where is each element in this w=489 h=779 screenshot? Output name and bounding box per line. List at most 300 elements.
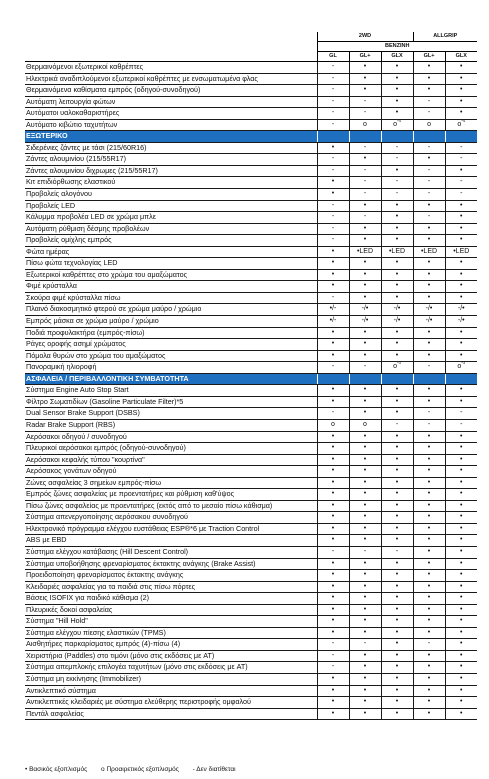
availability-cell <box>381 304 413 316</box>
availability-symbol: • <box>427 224 431 232</box>
availability-symbol: - <box>363 213 367 221</box>
availability-symbol: - <box>363 178 367 186</box>
availability-cell <box>317 650 349 662</box>
availability-cell <box>413 96 445 108</box>
availability-symbol: - <box>427 143 431 151</box>
availability-symbol: - <box>460 409 463 417</box>
section-header-row <box>25 131 477 143</box>
section-filler-cell <box>381 373 413 385</box>
availability-cell <box>381 512 413 524</box>
availability-symbol: - <box>427 178 431 186</box>
availability-cell <box>445 685 477 697</box>
availability-cell <box>349 85 381 97</box>
table-row <box>25 200 477 212</box>
availability-symbol: - <box>331 166 335 174</box>
availability-cell <box>349 604 381 616</box>
table-row <box>25 396 477 408</box>
legend-text: Δεν διατίθεται <box>196 766 236 773</box>
availability-symbol: • <box>331 582 335 590</box>
availability-symbol: • <box>363 444 367 452</box>
availability-cell <box>381 662 413 674</box>
trim-header: GL+ <box>413 52 445 62</box>
availability-symbol: •LED <box>453 247 470 255</box>
availability-cell <box>413 546 445 558</box>
availability-cell <box>381 154 413 166</box>
availability-symbol: - <box>395 190 399 198</box>
availability-symbol: • <box>395 536 399 544</box>
availability-cell <box>317 362 349 374</box>
availability-cell <box>381 96 413 108</box>
feature-label: Προβολείς ομίχλης εμπρός <box>25 235 317 247</box>
availability-symbol: • <box>363 236 367 244</box>
availability-cell <box>317 281 349 293</box>
availability-symbol: o <box>427 120 431 128</box>
availability-cell <box>381 639 413 651</box>
availability-symbol: • <box>363 478 367 486</box>
availability-cell <box>381 212 413 224</box>
availability-cell <box>349 535 381 547</box>
feature-label: Αερόσακος γονάτων οδηγού <box>25 466 317 478</box>
availability-cell <box>413 616 445 628</box>
section-title: ΑΣΦΑΛΕΙΑ / ΠΕΡΙΒΑΛΛΟΝΤΙΚΗ ΣΥΜΒΑΤΟΤΗΤΑ <box>25 373 317 385</box>
legend-symbol: - <box>192 766 195 773</box>
availability-cell <box>317 512 349 524</box>
availability-symbol: • <box>395 224 399 232</box>
availability-cell <box>445 477 477 489</box>
availability-cell <box>317 154 349 166</box>
availability-symbol: • <box>460 444 463 452</box>
availability-cell <box>445 327 477 339</box>
availability-symbol: • <box>460 74 463 82</box>
legend <box>25 766 248 773</box>
availability-cell <box>317 500 349 512</box>
feature-label: Σύστημα μη εκκίνησης (Immobilizer) <box>25 673 317 685</box>
availability-cell <box>445 304 477 316</box>
table-row <box>25 466 477 478</box>
availability-cell <box>381 316 413 328</box>
availability-symbol: • <box>460 328 463 336</box>
availability-cell <box>445 258 477 270</box>
feature-label: Φιμέ κρύσταλλα <box>25 281 317 293</box>
legend-text: Βασικός εξοπλισμός <box>29 766 88 773</box>
availability-symbol: • <box>460 166 463 174</box>
availability-symbol: • <box>331 698 335 706</box>
feature-label: Πεντάλ ασφαλείας <box>25 708 317 720</box>
availability-symbol: • <box>331 501 335 509</box>
table-row <box>25 281 477 293</box>
availability-symbol: - <box>395 420 399 428</box>
table-row <box>25 154 477 166</box>
availability-symbol: - <box>427 166 431 174</box>
availability-symbol: • <box>363 386 367 394</box>
availability-cell <box>317 385 349 397</box>
availability-symbol: o <box>457 120 462 128</box>
availability-symbol: o <box>331 420 335 428</box>
availability-symbol: • <box>427 201 431 209</box>
availability-symbol: • <box>363 698 367 706</box>
availability-cell <box>381 454 413 466</box>
availability-cell <box>413 685 445 697</box>
trim-header: GL <box>317 52 349 62</box>
availability-cell <box>413 570 445 582</box>
table-row <box>25 500 477 512</box>
feature-label: Προβολείς LED <box>25 200 317 212</box>
fuel-header: BENZINH <box>317 42 477 52</box>
section-header-row <box>25 373 477 385</box>
availability-cell <box>445 119 477 131</box>
availability-symbol: - <box>331 201 335 209</box>
availability-cell <box>413 466 445 478</box>
availability-cell <box>317 627 349 639</box>
availability-symbol: -/• <box>425 317 433 325</box>
availability-symbol: - <box>427 109 431 117</box>
availability-cell <box>317 212 349 224</box>
availability-symbol: • <box>363 513 367 521</box>
legend-symbol: • <box>25 766 28 773</box>
availability-cell <box>413 500 445 512</box>
availability-symbol: • <box>395 432 399 440</box>
availability-cell <box>317 697 349 709</box>
availability-cell <box>445 535 477 547</box>
table-row <box>25 235 477 247</box>
feature-label: Σκούρα φιμέ κρύσταλλα πίσω <box>25 292 317 304</box>
availability-symbol: • <box>363 328 367 336</box>
availability-cell <box>445 443 477 455</box>
availability-symbol: • <box>427 674 431 682</box>
availability-symbol: - <box>331 640 335 648</box>
availability-symbol: - <box>331 213 335 221</box>
availability-symbol: • <box>395 605 399 613</box>
availability-symbol: • <box>460 571 463 579</box>
availability-symbol: • <box>395 270 399 278</box>
availability-cell <box>317 73 349 85</box>
availability-symbol: • <box>363 605 367 613</box>
availability-cell <box>413 535 445 547</box>
feature-label: Αυτόματη λειτουργία φώτων <box>25 96 317 108</box>
availability-symbol: • <box>363 282 367 290</box>
availability-cell <box>381 431 413 443</box>
table-row <box>25 419 477 431</box>
availability-cell <box>349 685 381 697</box>
availability-cell <box>349 443 381 455</box>
table-row <box>25 165 477 177</box>
availability-symbol: • <box>427 490 431 498</box>
availability-cell <box>445 269 477 281</box>
availability-cell <box>413 396 445 408</box>
availability-symbol: • <box>363 686 367 694</box>
availability-symbol: • <box>363 201 367 209</box>
availability-symbol: • <box>331 536 335 544</box>
feature-label: Εμπρός μάσκα σε χρώμα μαύρο / χρώμιο <box>25 316 317 328</box>
availability-cell <box>445 200 477 212</box>
availability-cell <box>445 454 477 466</box>
availability-cell <box>413 697 445 709</box>
availability-symbol: • <box>395 663 399 671</box>
availability-cell <box>381 258 413 270</box>
table-row <box>25 73 477 85</box>
table-row <box>25 454 477 466</box>
availability-symbol: • <box>395 628 399 636</box>
availability-cell <box>445 408 477 420</box>
availability-cell <box>317 258 349 270</box>
availability-cell <box>445 246 477 258</box>
availability-cell <box>317 96 349 108</box>
availability-cell <box>413 223 445 235</box>
availability-symbol: • <box>395 236 399 244</box>
availability-cell <box>317 200 349 212</box>
section-filler-cell <box>317 373 349 385</box>
availability-symbol: • <box>460 524 463 532</box>
availability-cell <box>317 673 349 685</box>
availability-symbol: • <box>363 628 367 636</box>
availability-cell <box>317 269 349 281</box>
availability-symbol: • <box>427 467 431 475</box>
availability-cell <box>445 96 477 108</box>
table-row <box>25 512 477 524</box>
availability-cell <box>349 212 381 224</box>
availability-cell <box>413 316 445 328</box>
availability-cell <box>349 327 381 339</box>
availability-cell <box>445 466 477 478</box>
availability-cell <box>349 350 381 362</box>
availability-symbol: • <box>363 571 367 579</box>
availability-symbol: • <box>460 501 463 509</box>
table-row <box>25 189 477 201</box>
availability-symbol: • <box>460 594 463 602</box>
availability-symbol: • <box>460 536 463 544</box>
availability-symbol: • <box>427 605 431 613</box>
availability-cell <box>349 408 381 420</box>
feature-label: Αυτόματοι υαλοκαθαριστήρες <box>25 108 317 120</box>
availability-cell <box>445 73 477 85</box>
availability-cell <box>317 593 349 605</box>
availability-symbol: • <box>427 432 431 440</box>
availability-symbol: - <box>331 236 335 244</box>
availability-cell <box>381 593 413 605</box>
section-filler-cell <box>413 131 445 143</box>
availability-symbol: • <box>460 270 463 278</box>
availability-cell <box>381 200 413 212</box>
table-row <box>25 258 477 270</box>
availability-symbol: •LED <box>388 247 406 255</box>
availability-symbol: • <box>331 478 335 486</box>
availability-cell <box>349 177 381 189</box>
availability-cell <box>317 316 349 328</box>
availability-cell <box>317 558 349 570</box>
availability-symbol: • <box>395 109 399 117</box>
availability-cell <box>349 119 381 131</box>
header-groups <box>25 32 477 42</box>
feature-label: Πλευρικοί αερόσακοι εμπρός (οδηγού-συνοδηγού) <box>25 443 317 455</box>
availability-symbol: • <box>427 444 431 452</box>
availability-cell <box>445 223 477 235</box>
availability-symbol: • <box>331 594 335 602</box>
availability-symbol: • <box>363 63 367 70</box>
availability-symbol: • <box>331 247 335 255</box>
feature-label: Αυτόματη ρύθμιση δέσμης προβολέων <box>25 223 317 235</box>
availability-symbol: • <box>427 236 431 244</box>
table-row <box>25 212 477 224</box>
availability-cell <box>445 604 477 616</box>
feature-label: Πίσω φώτα τεχνολογίας LED <box>25 258 317 270</box>
availability-cell <box>413 304 445 316</box>
availability-symbol: • <box>427 328 431 336</box>
section-filler-cell <box>413 373 445 385</box>
availability-cell <box>349 627 381 639</box>
availability-cell <box>413 708 445 720</box>
table-row <box>25 489 477 501</box>
availability-cell <box>413 235 445 247</box>
table-row <box>25 708 477 720</box>
availability-symbol: • <box>363 155 367 163</box>
availability-symbol: - <box>460 143 463 151</box>
section-filler-cell <box>349 373 381 385</box>
availability-symbol: • <box>427 582 431 590</box>
feature-label: Ράγες οροφής ασημί χρώματος <box>25 339 317 351</box>
availability-cell <box>413 512 445 524</box>
availability-cell <box>413 200 445 212</box>
availability-symbol: • <box>395 571 399 579</box>
table-row <box>25 558 477 570</box>
availability-cell <box>317 108 349 120</box>
availability-cell <box>381 362 413 374</box>
availability-cell <box>317 119 349 131</box>
availability-cell <box>349 396 381 408</box>
availability-symbol: • <box>331 709 335 717</box>
availability-cell <box>445 85 477 97</box>
availability-cell <box>381 108 413 120</box>
availability-cell <box>381 292 413 304</box>
availability-cell <box>349 662 381 674</box>
table-row <box>25 304 477 316</box>
availability-cell <box>317 177 349 189</box>
availability-symbol: - <box>331 651 335 659</box>
availability-cell <box>381 443 413 455</box>
availability-cell <box>445 62 477 74</box>
availability-cell <box>413 154 445 166</box>
feature-label: Σύστημα απεμπλοκής επιλογέα ταχυτήτων (μόνο στις εκδόσεις με AT) <box>25 662 317 674</box>
availability-symbol: - <box>331 86 335 94</box>
availability-symbol: • <box>460 293 463 301</box>
feature-label: Ηλεκτρικά αναδιπλούμενοι εξωτερικοί καθρέπτες με ενσωματωμένα φλας <box>25 73 317 85</box>
availability-symbol: - <box>395 178 399 186</box>
availability-symbol: • <box>363 651 367 659</box>
availability-cell <box>349 316 381 328</box>
availability-cell <box>413 165 445 177</box>
availability-symbol: -/• <box>425 305 433 313</box>
availability-cell <box>381 535 413 547</box>
availability-symbol: • <box>331 351 335 359</box>
availability-cell <box>349 570 381 582</box>
availability-symbol: • <box>363 467 367 475</box>
availability-cell <box>349 650 381 662</box>
availability-cell <box>445 650 477 662</box>
availability-cell <box>413 593 445 605</box>
availability-cell <box>349 708 381 720</box>
availability-cell <box>413 269 445 281</box>
availability-cell <box>349 304 381 316</box>
availability-symbol: • <box>395 74 399 82</box>
availability-symbol: •LED <box>356 247 374 255</box>
availability-cell <box>413 408 445 420</box>
table-row <box>25 431 477 443</box>
table-row <box>25 697 477 709</box>
availability-cell <box>413 189 445 201</box>
availability-symbol: - <box>331 63 335 70</box>
availability-symbol: • <box>427 478 431 486</box>
table-row <box>25 223 477 235</box>
availability-symbol: • <box>395 201 399 209</box>
availability-symbol: • <box>395 166 399 174</box>
availability-symbol: - <box>331 109 335 117</box>
availability-cell <box>349 223 381 235</box>
availability-symbol: • <box>395 63 399 70</box>
availability-symbol: • <box>395 293 399 301</box>
availability-cell <box>413 258 445 270</box>
availability-cell <box>317 350 349 362</box>
availability-symbol: • <box>395 455 399 463</box>
availability-symbol: • <box>331 490 335 498</box>
availability-symbol: • <box>395 213 399 221</box>
availability-symbol: • <box>460 478 463 486</box>
table-row <box>25 570 477 582</box>
availability-symbol: • <box>427 351 431 359</box>
availability-cell <box>381 466 413 478</box>
availability-symbol: - <box>460 420 463 428</box>
availability-symbol: • <box>363 455 367 463</box>
feature-label: Προειδοποίηση φρεναρίσματος έκτακτης ανάγκης <box>25 570 317 582</box>
availability-cell <box>381 697 413 709</box>
availability-symbol: • <box>460 224 463 232</box>
table-row <box>25 604 477 616</box>
availability-symbol: • <box>363 74 367 82</box>
availability-cell <box>381 327 413 339</box>
feature-label: Κιτ επιδιόρθωσης ελαστικού <box>25 177 317 189</box>
availability-cell <box>349 639 381 651</box>
availability-symbol: - <box>331 363 335 371</box>
availability-symbol: • <box>331 605 335 613</box>
feature-label: Σύστημα Engine Auto Stop Start <box>25 385 317 397</box>
availability-cell <box>445 489 477 501</box>
availability-symbol: • <box>460 651 463 659</box>
feature-label: Θερμαινόμενα καθίσματα εμπρός (οδηγού-συνοδηγού) <box>25 85 317 97</box>
availability-cell <box>349 512 381 524</box>
availability-symbol: • <box>363 351 367 359</box>
availability-symbol: • <box>363 86 367 94</box>
availability-symbol: • <box>427 559 431 567</box>
availability-cell <box>317 570 349 582</box>
availability-cell <box>349 108 381 120</box>
availability-symbol: • <box>460 397 463 405</box>
availability-cell <box>349 339 381 351</box>
availability-cell <box>413 443 445 455</box>
availability-symbol: - <box>395 547 399 555</box>
availability-cell <box>349 385 381 397</box>
feature-label: Αισθητήρες παρκαρίσματος εμπρός (4)-πίσω (4) <box>25 639 317 651</box>
availability-cell <box>317 419 349 431</box>
availability-symbol: • <box>331 270 335 278</box>
feature-label: Εξωτερικοί καθρέπτες στο χρώμα του αμαξώματος <box>25 269 317 281</box>
availability-symbol: • <box>460 663 463 671</box>
availability-symbol: • <box>331 455 335 463</box>
availability-cell <box>445 281 477 293</box>
availability-symbol: • <box>460 340 463 348</box>
availability-cell <box>317 639 349 651</box>
availability-cell <box>349 154 381 166</box>
availability-symbol: • <box>460 698 463 706</box>
trim-header: GL+ <box>349 52 381 62</box>
availability-cell <box>413 292 445 304</box>
